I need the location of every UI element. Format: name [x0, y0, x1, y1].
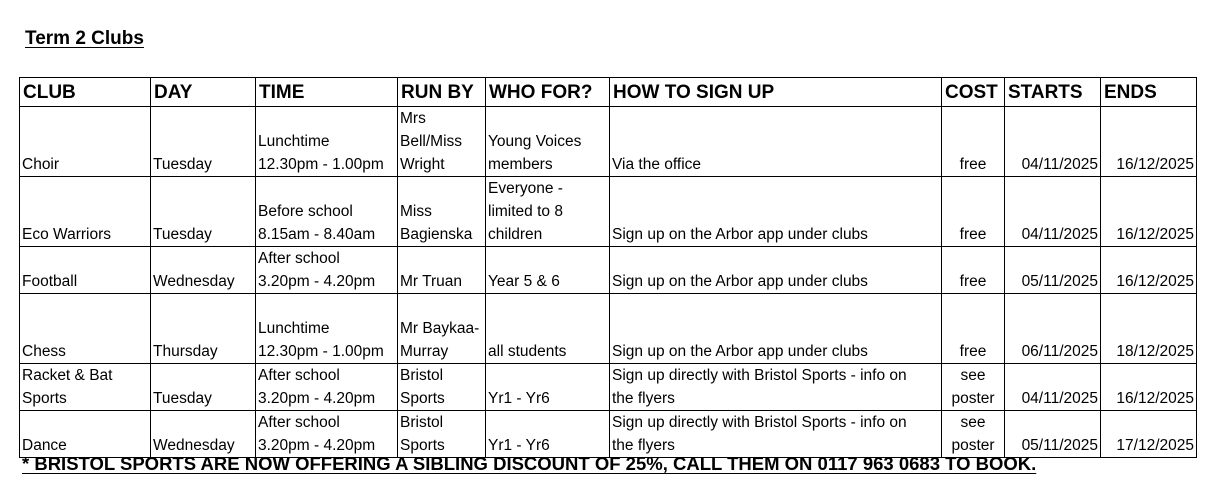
club-name: Racket & Bat [22, 367, 113, 384]
who-for-line: Young Voices [488, 133, 582, 150]
day-value: Tuesday [153, 226, 212, 243]
header-starts: STARTS [1005, 78, 1101, 107]
day-value: Wednesday [153, 273, 235, 290]
day-cell [151, 294, 256, 364]
header-row [20, 78, 1197, 107]
who-for-line: Yr1 - Yr6 [488, 437, 550, 454]
run-by-line: Mrs [400, 110, 426, 127]
who-for-cell [486, 177, 610, 247]
club-name: Dance [22, 437, 67, 454]
time-line: 3.20pm - 4.20pm [258, 390, 376, 407]
day-value: Tuesday [153, 390, 212, 407]
sign-up-cell [610, 411, 942, 458]
club-name: Chess [22, 343, 66, 360]
time-line: 12.30pm - 1.00pm [258, 156, 384, 173]
sibling-discount-footnote: * BRISTOL SPORTS ARE NOW OFFERING A SIBLING DISCOUNT OF 25%, CALL THEM ON 0117 963 0683 TO BOOK. [22, 453, 1037, 474]
day-value: Thursday [153, 343, 218, 360]
sign-up-line: the flyers [612, 390, 675, 407]
run-by-cell [398, 107, 486, 177]
table-row [20, 177, 1197, 247]
run-by-line: Bristol [400, 414, 444, 431]
ends-cell: 16/12/2025 [1101, 107, 1197, 177]
starts-cell: 04/11/2025 [1005, 177, 1101, 247]
who-for-line: Yr1 - Yr6 [488, 390, 550, 407]
run-by-cell [398, 411, 486, 458]
cost-cell [942, 177, 1005, 247]
club-name: Choir [22, 156, 60, 173]
header-ends: ENDS [1101, 78, 1197, 107]
club-cell [20, 294, 151, 364]
run-by-line: Sports [400, 437, 445, 454]
run-by-line: Bristol [400, 367, 444, 384]
run-by-line: Mr Truan [400, 273, 463, 290]
who-for-line: members [488, 156, 553, 173]
header-day: DAY [151, 78, 256, 107]
run-by-cell [398, 247, 486, 294]
run-by-cell [398, 177, 486, 247]
who-for-cell [486, 411, 610, 458]
who-for-cell [486, 107, 610, 177]
time-cell [256, 107, 398, 177]
header-time: TIME [256, 78, 398, 107]
cost-cell [942, 411, 1005, 458]
cost-cell [942, 107, 1005, 177]
run-by-line: Sports [400, 390, 445, 407]
time-line: Before school [258, 203, 353, 220]
cost-cell [942, 364, 1005, 411]
ends-cell: 16/12/2025 [1101, 177, 1197, 247]
sign-up-line: Sign up on the Arbor app under clubs [612, 273, 868, 290]
table-row [20, 247, 1197, 294]
time-cell [256, 411, 398, 458]
cost-line: free [959, 273, 987, 290]
starts-cell: 05/11/2025 [1005, 247, 1101, 294]
who-for-line: children [488, 226, 543, 243]
club-cell [20, 247, 151, 294]
run-by-line: Bell/Miss [400, 133, 463, 150]
who-for-line: Everyone - [488, 180, 563, 197]
time-line: 3.20pm - 4.20pm [258, 273, 376, 290]
sign-up-line: Sign up on the Arbor app under clubs [612, 226, 868, 243]
run-by-line: Murray [400, 343, 449, 360]
club-name: Eco Warriors [22, 226, 111, 243]
sign-up-cell [610, 177, 942, 247]
club-name: Football [22, 273, 78, 290]
time-cell [256, 294, 398, 364]
day-value: Wednesday [153, 437, 235, 454]
club-name: Sports [22, 390, 67, 407]
clubs-table [19, 77, 1197, 458]
starts-cell: 04/11/2025 [1005, 107, 1101, 177]
time-line: Lunchtime [258, 133, 330, 150]
table-row [20, 364, 1197, 411]
cost-line: free [959, 343, 987, 360]
header-run-by: RUN BY [398, 78, 486, 107]
who-for-cell [486, 294, 610, 364]
starts-cell: 05/11/2025 [1005, 411, 1101, 458]
run-by-line: Mr Baykaa- [400, 320, 480, 337]
ends-cell: 16/12/2025 [1101, 247, 1197, 294]
time-cell [256, 364, 398, 411]
time-line: 3.20pm - 4.20pm [258, 437, 376, 454]
time-line: Lunchtime [258, 320, 330, 337]
who-for-line: limited to 8 [488, 203, 563, 220]
sign-up-line: Via the office [612, 156, 702, 173]
time-line: After school [258, 367, 340, 384]
header-cost: COST [942, 78, 1005, 107]
run-by-cell [398, 294, 486, 364]
cost-cell [942, 247, 1005, 294]
day-cell [151, 411, 256, 458]
club-cell [20, 364, 151, 411]
club-cell [20, 177, 151, 247]
ends-cell: 17/12/2025 [1101, 411, 1197, 458]
sign-up-cell [610, 247, 942, 294]
run-by-line: Bagienska [400, 226, 473, 243]
who-for-cell [486, 364, 610, 411]
cost-line: free [959, 156, 987, 173]
sign-up-cell [610, 107, 942, 177]
table-row [20, 294, 1197, 364]
sign-up-line: the flyers [612, 437, 675, 454]
header-club: CLUB [20, 78, 151, 107]
club-cell [20, 107, 151, 177]
run-by-line: Miss [400, 203, 432, 220]
cost-line: see [960, 367, 986, 384]
club-cell [20, 411, 151, 458]
day-cell [151, 107, 256, 177]
cost-line: free [959, 226, 987, 243]
cost-line: poster [951, 437, 995, 454]
day-cell [151, 364, 256, 411]
run-by-cell [398, 364, 486, 411]
sign-up-cell [610, 294, 942, 364]
day-cell [151, 247, 256, 294]
who-for-line: Year 5 & 6 [488, 273, 560, 290]
who-for-line: all students [488, 343, 567, 360]
sign-up-line: Sign up on the Arbor app under clubs [612, 343, 868, 360]
sign-up-cell [610, 364, 942, 411]
header-how-to-sign-up: HOW TO SIGN UP [610, 78, 942, 107]
time-line: After school [258, 414, 340, 431]
run-by-line: Wright [400, 156, 445, 173]
cost-cell [942, 294, 1005, 364]
time-line: 12.30pm - 1.00pm [258, 343, 384, 360]
table-row [20, 411, 1197, 458]
ends-cell: 18/12/2025 [1101, 294, 1197, 364]
time-line: After school [258, 250, 340, 267]
ends-cell: 16/12/2025 [1101, 364, 1197, 411]
day-value: Tuesday [153, 156, 212, 173]
starts-cell: 06/11/2025 [1005, 294, 1101, 364]
who-for-cell [486, 247, 610, 294]
page-title: Term 2 Clubs [25, 28, 144, 49]
sign-up-line: Sign up directly with Bristol Sports - info on [612, 414, 907, 431]
time-cell [256, 247, 398, 294]
sign-up-line: Sign up directly with Bristol Sports - info on [612, 367, 907, 384]
time-line: 8.15am - 8.40am [258, 226, 376, 243]
cost-line: see [960, 414, 986, 431]
time-cell [256, 177, 398, 247]
cost-line: poster [951, 390, 995, 407]
header-who-for: WHO FOR? [486, 78, 610, 107]
starts-cell: 04/11/2025 [1005, 364, 1101, 411]
day-cell [151, 177, 256, 247]
table-row [20, 107, 1197, 177]
